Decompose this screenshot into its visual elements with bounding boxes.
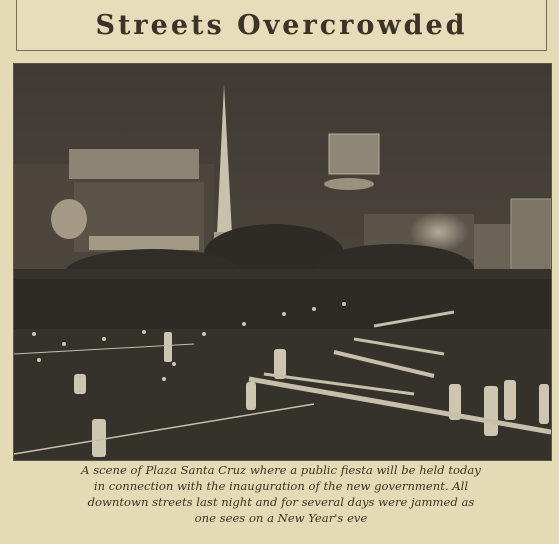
caption-line: A scene of Plaza Santa Cruz where a public fiesta will be held today	[81, 463, 481, 477]
caption-line: in connection with the inauguration of the new government. All	[93, 479, 469, 493]
caption-line: one sees on a New Year's eve	[194, 511, 368, 525]
photo-caption	[14, 462, 548, 526]
headline: Streets Overcrowded	[95, 9, 468, 41]
headline-box	[16, 0, 547, 51]
photograph	[13, 63, 552, 461]
caption-line: downtown streets last night and for several days were jammed as	[87, 495, 475, 509]
